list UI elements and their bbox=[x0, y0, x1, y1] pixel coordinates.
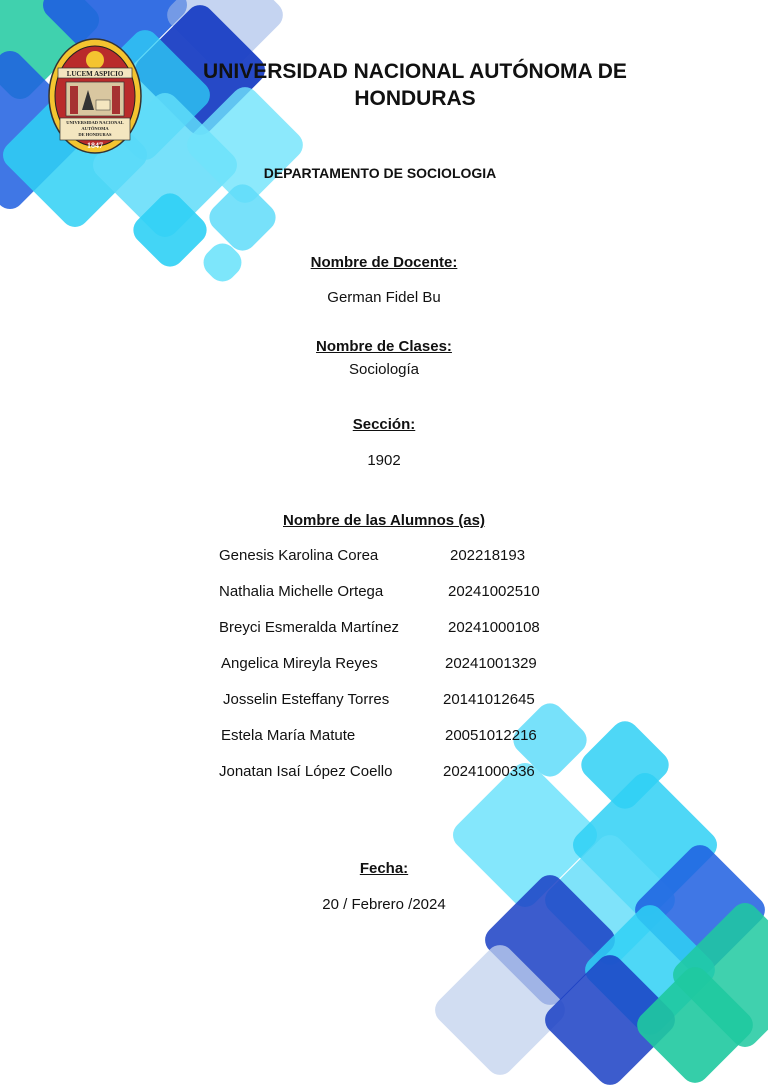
university-seal-logo bbox=[48, 38, 142, 154]
student-id: 20241002510 bbox=[448, 583, 540, 600]
seccion-value: 1902 bbox=[367, 452, 401, 469]
docente-label: Nombre de Docente: bbox=[310, 254, 458, 271]
student-id: 20051012216 bbox=[445, 727, 537, 744]
university-title: UNIVERSIDAD NACIONAL AUTÓNOMA DE HONDURAS bbox=[203, 60, 627, 110]
student-name: Breyci Esmeralda Martínez bbox=[219, 619, 400, 636]
student-id: 20241000108 bbox=[448, 619, 540, 636]
clase-value: Sociología bbox=[348, 361, 420, 378]
seal-motto: LUCEM ASPICIO bbox=[66, 70, 124, 78]
student-id: 202218193 bbox=[450, 547, 526, 564]
student-id: 20241000336 bbox=[443, 763, 535, 780]
student-name: Nathalia Michelle Ortega bbox=[219, 583, 384, 600]
student-name: Josselin Esteffany Torres bbox=[223, 691, 390, 708]
fecha-label: Fecha: bbox=[359, 860, 409, 877]
seal-text-2: AUTÓNOMA bbox=[81, 126, 109, 131]
student-name: Estela María Matute bbox=[221, 727, 356, 744]
student-name: Jonatan Isaí López Coello bbox=[219, 763, 393, 780]
student-id: 20241001329 bbox=[445, 655, 537, 672]
student-name: Angelica Mireyla Reyes bbox=[221, 655, 378, 672]
alumnos-label: Nombre de las Alumnos (as) bbox=[283, 512, 485, 529]
seccion-label: Sección: bbox=[352, 416, 416, 433]
clase-label: Nombre de Clases: bbox=[316, 338, 452, 355]
seal-text-3: DE HONDURAS bbox=[78, 132, 112, 137]
department-title: DEPARTAMENTO DE SOCIOLOGIA bbox=[263, 165, 497, 181]
student-id: 20141012645 bbox=[443, 691, 535, 708]
seal-year: 1847 bbox=[87, 141, 103, 150]
docente-value: German Fidel Bu bbox=[327, 289, 441, 306]
student-name: Genesis Karolina Corea bbox=[219, 547, 379, 564]
fecha-value: 20 / Febrero /2024 bbox=[322, 896, 446, 913]
seal-text-1: UNIVERSIDAD NACIONAL bbox=[66, 120, 124, 125]
